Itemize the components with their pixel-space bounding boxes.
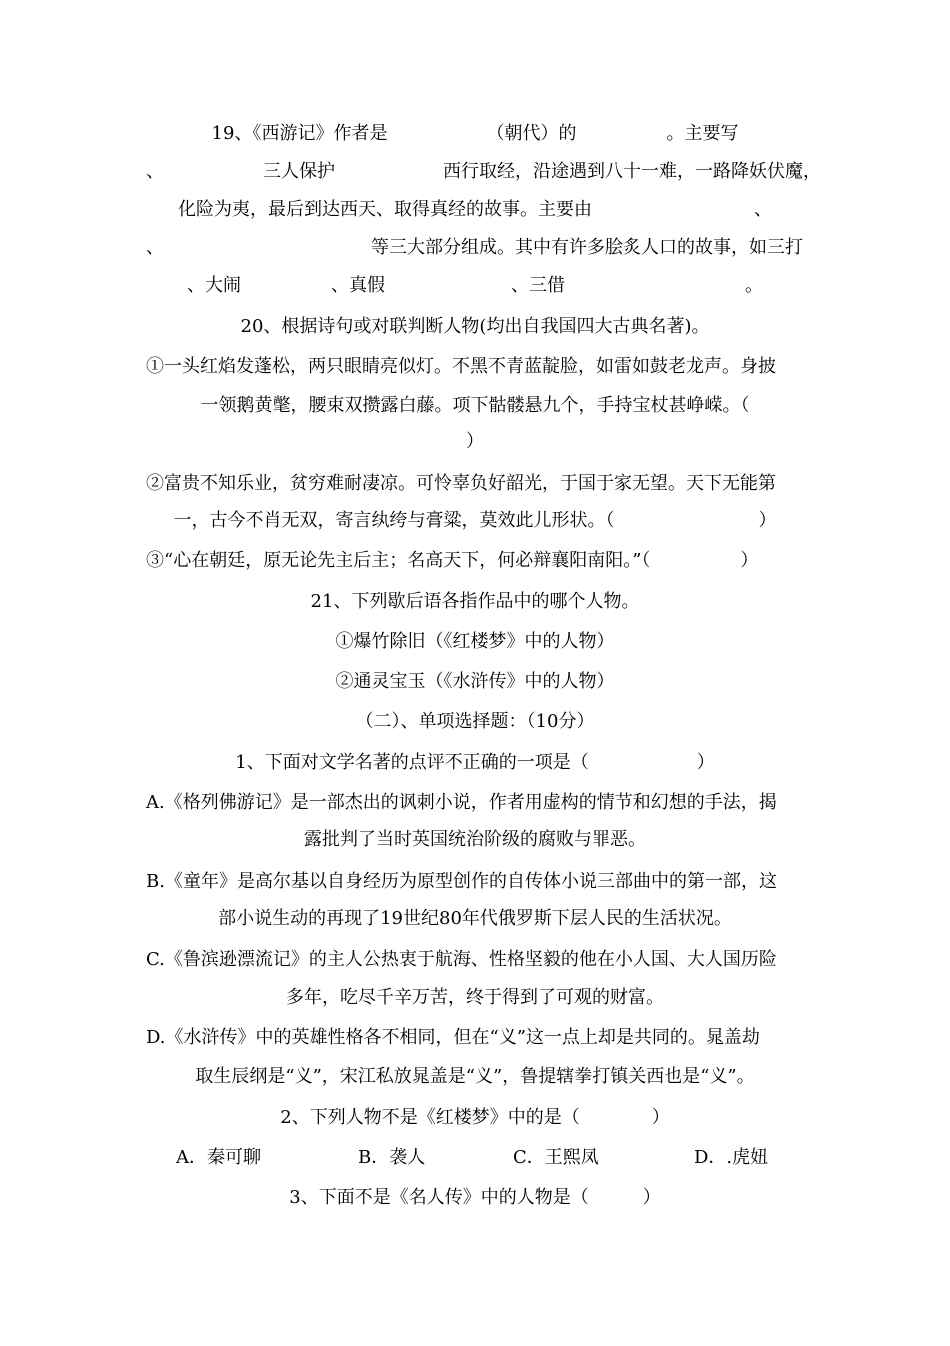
mc-q1-option-d-line-1: D.《水浒传》中的英雄性格各不相同，但在“义”这一点上却是共同的。晁盖劫 xyxy=(146,1027,760,1048)
mc-q1-option-a-line-1: A.《格列佛游记》是一部杰出的讽刺小说，作者用虚构的情节和幻想的手法，揭 xyxy=(146,792,777,813)
mc-q3-stem: 3、下面不是《名人传》中的人物是（ ） xyxy=(289,1187,661,1208)
q20-title: 20、根据诗句或对联判断人物(均出自我国四大古典名著)。 xyxy=(240,316,710,337)
mc-q2-option-c: C．王熙凤 xyxy=(513,1147,599,1168)
q20-item3-line-1: ③“心在朝廷，原无论先主后主；名高天下，何必辩襄阳南阳。”（ ） xyxy=(146,550,759,571)
q19-line-3: 化险为夷，最后到达西天、取得真经的故事。主要由 、 xyxy=(178,199,772,220)
mc-q1-option-b-line-1: B.《童年》是高尔基以自身经历为原型创作的自传体小说三部曲中的第一部，这 xyxy=(146,871,777,892)
mc-q1-option-c-line-2: 多年，吃尽千辛万苦，终于得到了可观的财富。 xyxy=(286,987,664,1008)
q19-line-2: 、 三人保护 西行取经，沿途遇到八十一难，一路降妖伏魔， xyxy=(146,161,821,182)
section2-title: （二）、单项选择题：（10分） xyxy=(355,711,595,732)
q20-item1-line-3: ） xyxy=(466,431,484,452)
mc-q2-option-d: D．.虎妞 xyxy=(694,1147,769,1168)
q21-item-2: ②通灵宝玉（《水浒传》中的人物） xyxy=(335,671,615,692)
q20-item2-line-1: ②富贵不知乐业，贫穷难耐凄凉。可怜辜负好韶光，于国于家无望。天下无能第 xyxy=(146,473,776,494)
mc-q1-option-a-line-2: 露批判了当时英国统治阶级的腐败与罪恶。 xyxy=(304,829,646,850)
q19-line-1: 19、《西游记》作者是 （朝代）的 。主要写 xyxy=(211,123,739,144)
mc-q1-option-d-line-2: 取生辰纲是“义”，宋江私放晁盖是“义”，鲁提辖拳打镇关西也是“义”。 xyxy=(195,1066,755,1087)
q19-line-4: 、 等三大部分组成。其中有许多脍炙人口的故事，如三打 xyxy=(146,237,803,258)
q20-item2-line-2: 一，古今不肖无双，寄言纨绔与膏粱，莫效此儿形状。（ ） xyxy=(173,510,777,531)
mc-q1-option-c-line-1: C.《鲁滨逊漂流记》的主人公热衷于航海、性格坚毅的他在小人国、大人国历险 xyxy=(146,949,777,970)
mc-q2-option-a: A．秦可聊 xyxy=(176,1147,261,1168)
mc-q1-option-b-line-2: 部小说生动的再现了19世纪80年代俄罗斯下层人民的生活状况。 xyxy=(218,908,732,929)
q21-title: 21、下列歇后语各指作品中的哪个人物。 xyxy=(310,591,640,612)
q20-item1-line-2: 一领鹅黄氅，腰束双攒露白藤。项下骷髅悬九个，手持宝杖甚峥嵘。（ xyxy=(200,395,750,416)
mc-q2-option-b: B．袭人 xyxy=(358,1147,426,1168)
q20-item1-line-1: ①一头红焰发蓬松，两只眼睛亮似灯。不黑不青蓝靛脸，如雷如鼓老龙声。身披 xyxy=(146,356,776,377)
mc-q1-stem: 1、下面对文学名著的点评不正确的一项是（ ） xyxy=(235,752,715,773)
q19-line-5: 、大闹 、真假 、三借 。 xyxy=(187,275,763,296)
mc-q2-stem: 2、下列人物不是《红楼梦》中的是（ ） xyxy=(280,1107,670,1128)
mc-q2-options xyxy=(0,1146,950,1170)
q21-item-1: ①爆竹除旧（《红楼梦》中的人物） xyxy=(335,631,615,652)
